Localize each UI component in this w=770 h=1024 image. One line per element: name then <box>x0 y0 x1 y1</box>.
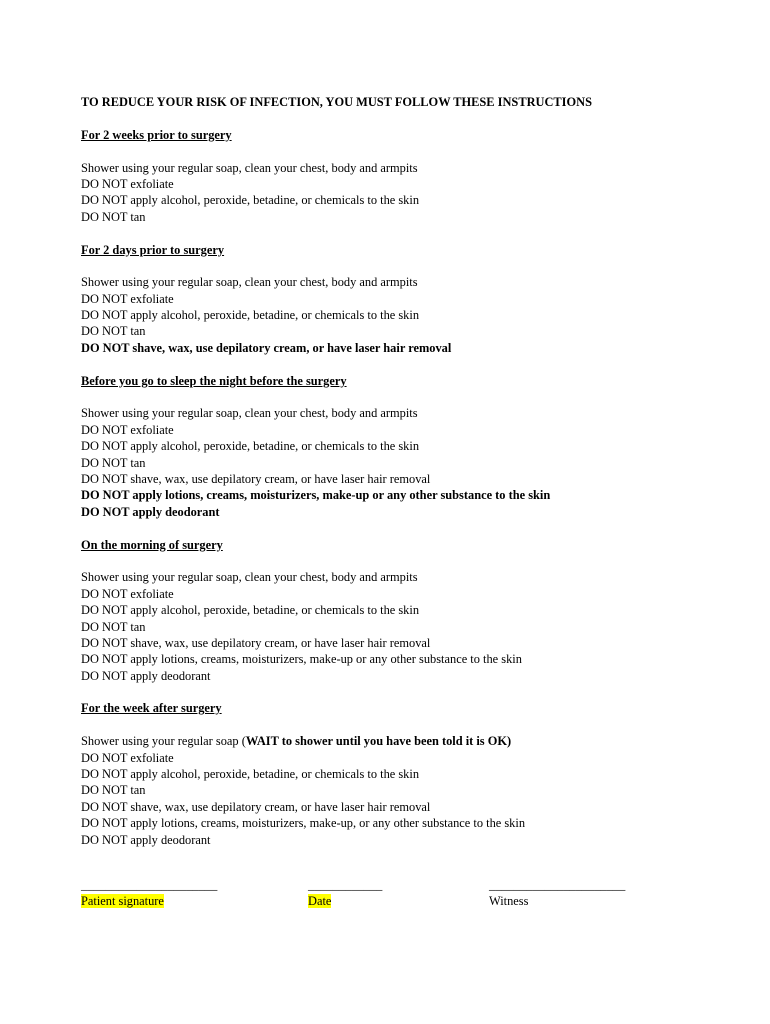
spacer <box>81 520 721 536</box>
instruction-document <box>81 94 721 848</box>
patient-signature-field[interactable] <box>81 877 217 909</box>
spacer <box>81 389 721 405</box>
instruction-item: DO NOT apply deodorant <box>81 668 211 683</box>
instruction-item: DO NOT apply deodorant <box>81 832 211 847</box>
instruction-item: DO NOT apply alcohol, peroxide, betadine, or chemicals to the skin <box>81 193 420 208</box>
witness-signature-line[interactable]: ______________________ <box>489 878 626 892</box>
spacer <box>81 684 721 700</box>
instruction-item: DO NOT apply alcohol, peroxide, betadine, or chemicals to the skin <box>81 603 420 618</box>
instruction-item: DO NOT tan <box>81 455 146 470</box>
section-heading-2-days: For 2 days prior to surgery <box>81 242 225 257</box>
instruction-item-emphasis: DO NOT shave, wax, use depilatory cream, or have laser hair removal <box>81 340 452 355</box>
date-line[interactable]: ____________ <box>308 878 383 892</box>
instruction-item: DO NOT tan <box>81 209 146 224</box>
spacer <box>81 553 721 569</box>
instruction-item: DO NOT shave, wax, use depilatory cream, or have laser hair removal <box>81 635 431 650</box>
instruction-item: DO NOT tan <box>81 619 146 634</box>
instruction-item: DO NOT exfoliate <box>81 422 174 437</box>
section-heading-morning-of: On the morning of surgery <box>81 537 223 552</box>
instruction-item: DO NOT tan <box>81 783 146 798</box>
spacer <box>81 110 721 126</box>
instruction-item: DO NOT apply alcohol, peroxide, betadine, or chemicals to the skin <box>81 308 420 323</box>
instruction-item-emphasis: DO NOT apply lotions, creams, moisturizers, make-up or any other substance to the skin <box>81 488 551 503</box>
instruction-item: DO NOT apply alcohol, peroxide, betadine, or chemicals to the skin <box>81 439 420 454</box>
section-heading-night-before: Before you go to sleep the night before the surgery <box>81 373 347 388</box>
patient-signature-label: Patient signature <box>81 894 164 908</box>
section-heading-week-after: For the week after surgery <box>81 701 222 716</box>
instruction-item-shower-wait <box>81 733 721 749</box>
section-heading-2-weeks: For 2 weeks prior to surgery <box>81 127 232 142</box>
spacer <box>81 717 721 733</box>
witness-label: Witness <box>489 894 529 908</box>
signature-block <box>81 877 701 917</box>
shower-prefix: Shower using your regular soap ( <box>81 734 246 749</box>
document-title: TO REDUCE YOUR RISK OF INFECTION, YOU MUST FOLLOW THESE INSTRUCTIONS <box>81 95 592 109</box>
witness-field[interactable] <box>489 877 625 909</box>
instruction-item: Shower using your regular soap, clean your chest, body and armpits <box>81 275 418 290</box>
patient-signature-line[interactable]: ______________________ <box>81 878 218 892</box>
spacer <box>81 143 721 159</box>
spacer <box>81 225 721 241</box>
instruction-item: Shower using your regular soap, clean your chest, body and armpits <box>81 570 418 585</box>
date-field[interactable] <box>308 877 382 909</box>
instruction-item-emphasis: DO NOT apply deodorant <box>81 504 220 519</box>
spacer <box>81 356 721 372</box>
instruction-item: DO NOT apply alcohol, peroxide, betadine, or chemicals to the skin <box>81 767 420 782</box>
instruction-item: DO NOT exfoliate <box>81 176 174 191</box>
instruction-item: Shower using your regular soap, clean your chest, body and armpits <box>81 160 418 175</box>
instruction-item: DO NOT tan <box>81 324 146 339</box>
instruction-item: DO NOT exfoliate <box>81 750 174 765</box>
instruction-item: DO NOT exfoliate <box>81 291 174 306</box>
instruction-item: DO NOT exfoliate <box>81 586 174 601</box>
instruction-item: Shower using your regular soap, clean your chest, body and armpits <box>81 406 418 421</box>
instruction-item: DO NOT shave, wax, use depilatory cream, or have laser hair removal <box>81 471 431 486</box>
instruction-item: DO NOT apply lotions, creams, moisturizers, make-up, or any other substance to the skin <box>81 816 526 831</box>
shower-wait-emphasis: WAIT to shower until you have been told it is OK) <box>245 734 512 749</box>
instruction-item: DO NOT apply lotions, creams, moisturizers, make-up or any other substance to the skin <box>81 652 522 667</box>
instruction-item: DO NOT shave, wax, use depilatory cream, or have laser hair removal <box>81 799 431 814</box>
date-label: Date <box>308 894 332 908</box>
spacer <box>81 258 721 274</box>
